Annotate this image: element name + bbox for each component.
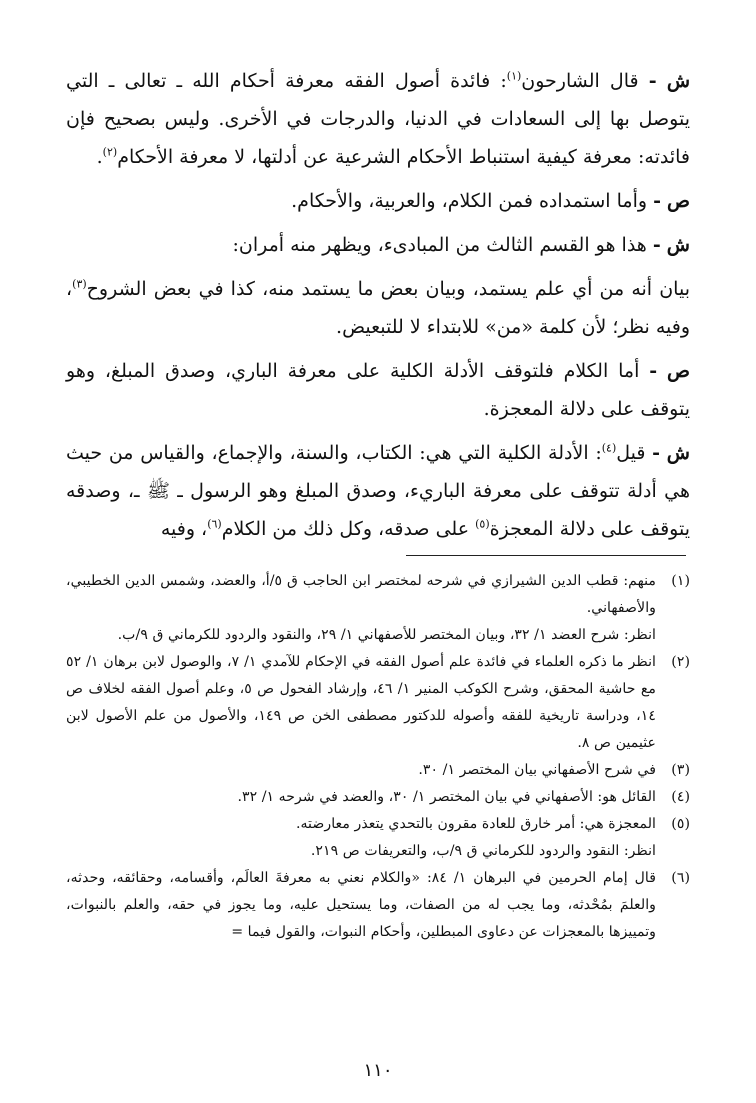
footnote-divider	[406, 555, 686, 556]
marker-sharh: ش	[666, 442, 690, 464]
paragraph-6: ش - قيل$^{(٤)}$: الأدلة الكلية التي هي: الكتاب، والسنة، والإجماع، والقياس من حيث هي أدلة تتوقف على معرفة الباريء، وصدق المبلغ وهو الرسول ـ ﷺ ـ، وصدقه يتوقف على دلالة المعجزة$^{(٥)}$ على صدقه، وكل ذلك من الكلام$^{(٦)}$، وفيه	[66, 441, 690, 540]
paragraph-2: ص - وأما استمداده فمن الكلام، والعربية، والأحكام.	[291, 190, 690, 212]
marker-matn: ص	[667, 190, 690, 212]
main-text	[66, 62, 690, 554]
footnote-ref: (٣)	[72, 277, 87, 291]
footnote-5-extra: انظر: النقود والردود للكرماني ق ٩/ب، والتعريفات ص ٢١٩.	[310, 843, 656, 859]
footnote-6: (٦) قال إمام الحرمين في البرهان ١/ ٨٤: «والكلام نعني به معرفةَ العالَم، وأقسامه، وحقائقه، وحدثه، والعلمَ بمُحْدثه، وما يجب له من الصفات، وما يستحيل عليه، وما يجوز في حقه، والعلم بالنبوات، وتمييزها بالمعجزات عن دعاوى المبطلين، وأحكام النبوات، والقول فيما =	[66, 870, 690, 940]
footnote-1-extra: انظر: شرح العضد ١/ ٣٢، وبيان المختصر للأصفهاني ١/ ٢٩، والنقود والردود للكرماني ق ٩/ب.	[117, 627, 656, 643]
paragraph-3: ش - هذا هو القسم الثالث من المبادىء، ويظهر منه أمران:	[232, 234, 690, 256]
paragraph-1: ش - قال الشارحون$^{(١)}$: فائدة أصول الفقه معرفة أحكام الله ـ تعالى ـ التي يتوصل بها إلى السعادات في الدنيا، والدرجات في الأخرى. وليس بصحيح فإن فائدته: معرفة كيفية استنباط الأحكام الشرعية عن أدلتها، لا معرفة الأحكام$^{(٢)}$.	[66, 69, 691, 168]
marker-sharh: ش	[666, 234, 690, 256]
marker-sharh: ش	[666, 70, 691, 92]
footnote-ref: (٦)	[207, 517, 222, 531]
footnotes	[66, 568, 690, 946]
footnote-2: (٢) انظر ما ذكره العلماء في فائدة علم أصول الفقه في الإحكام للآمدي ١/ ٧، والوصول لابن برهان ١/ ٥٢ مع حاشية المحقق، وشرح الكوكب المنير ١/ ٤٦، وإرشاد الفحول ص ٥، وعلم أصول الفقه لخلاف ص ١٤، ودراسة تاريخية للفقه وأصوله للدكتور مصطفى الخن ص ١٤٩، والأصول من علم الأصول لابن عثيمين ص ٨.	[66, 654, 690, 751]
marker-matn: ص	[667, 360, 691, 382]
paragraph-4: بيان أنه من أي علم يستمد، وبيان بعض ما يستمد منه، كذا في بعض الشروح$^{(٣)}$، وفيه نظر؛ لأن كلمة «من» للابتداء لا للتبعيض.	[66, 277, 690, 338]
footnote-5: (٥) المعجزة هي: أمر خارق للعادة مقرون بالتحدي يتعذر معارضته.	[295, 816, 690, 832]
footnote-ref: (٤)	[601, 441, 617, 455]
page-number: ١١٠	[363, 1060, 393, 1081]
footnote-3: (٣) في شرح الأصفهاني بيان المختصر ١/ ٣٠.	[418, 762, 690, 778]
footnote-4: (٤) القائل هو: الأصفهاني في بيان المختصر ١/ ٣٠، والعضد في شرحه ١/ ٣٢.	[237, 789, 690, 805]
footnote-1: (١) منهم: قطب الدين الشيرازي في شرحه لمختصر ابن الحاجب ق ٥/أ، والعضد، وشمس الدين الخطيبي، والأصفهاني.	[66, 573, 690, 616]
footnote-ref: (٥)	[475, 517, 490, 531]
footnote-ref: (١)	[506, 69, 522, 83]
paragraph-5: ص - أما الكلام فلتوقف الأدلة الكلية على معرفة الباري، وصدق المبلغ، وهو يتوقف على دلالة المعجزة.	[66, 360, 691, 420]
footnote-ref: (٢)	[102, 145, 118, 159]
